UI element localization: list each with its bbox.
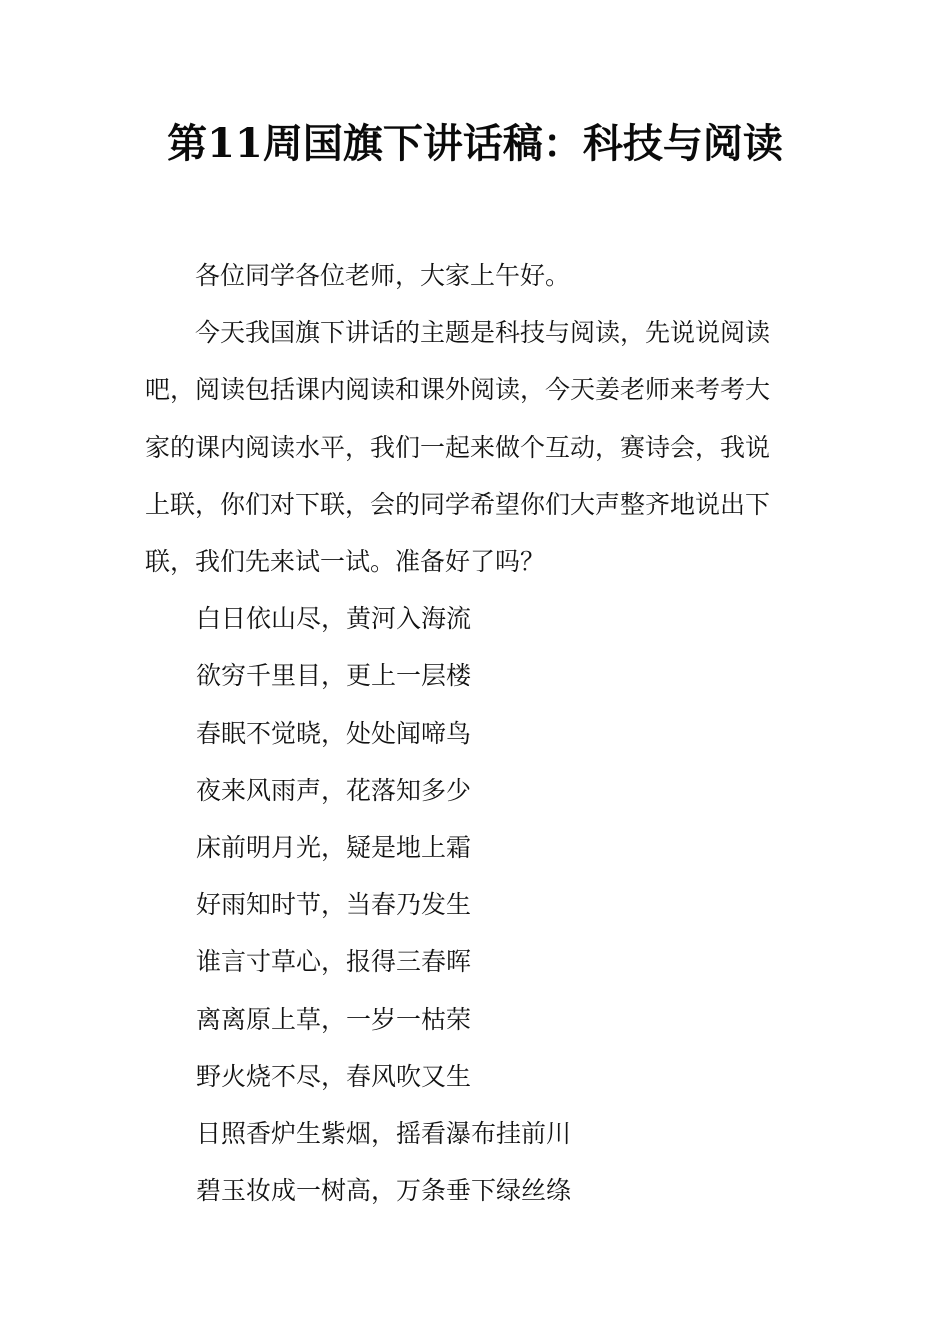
poem-line: 春眠不觉晓，处处闻啼鸟 [196, 718, 472, 748]
poem-line: 离离原上草，一岁一枯荣 [196, 1004, 472, 1034]
document-title: 第11周国旗下讲话稿：科技与阅读 [167, 120, 783, 167]
intro-line: 家的课内阅读水平，我们一起来做个互动，赛诗会，我说 [145, 432, 771, 462]
document-body [145, 247, 807, 1219]
intro-line: 上联，你们对下联，会的同学希望你们大声整齐地说出下 [145, 489, 771, 519]
greeting-paragraph: 各位同学各位老师，大家上午好。 [195, 261, 571, 290]
poem-line: 白日依山尽，黄河入海流 [196, 604, 472, 634]
poem-line: 谁言寸草心，报得三春晖 [196, 947, 472, 977]
poem-line: 日照香炉生紫烟，摇看瀑布挂前川 [196, 1119, 572, 1149]
intro-paragraph [145, 304, 807, 590]
poem-line: 碧玉妆成一树高，万条垂下绿丝绦 [196, 1176, 572, 1206]
intro-line: 今天我国旗下讲话的主题是科技与阅读，先说说阅读 [195, 318, 771, 348]
poem-line: 好雨知时节，当春乃发生 [196, 890, 472, 920]
intro-line: 联，我们先来试一试。准备好了吗？ [145, 547, 546, 577]
poem-line: 夜来风雨声，花落知多少 [196, 775, 472, 805]
poem-line: 欲穷千里目，更上一层楼 [196, 661, 472, 691]
poem-list [145, 590, 807, 1219]
poem-line: 床前明月光，疑是地上霜 [196, 833, 472, 863]
intro-line: 吧，阅读包括课内阅读和课外阅读，今天姜老师来考考大 [145, 375, 771, 405]
poem-line: 野火烧不尽，春风吹又生 [196, 1061, 472, 1091]
